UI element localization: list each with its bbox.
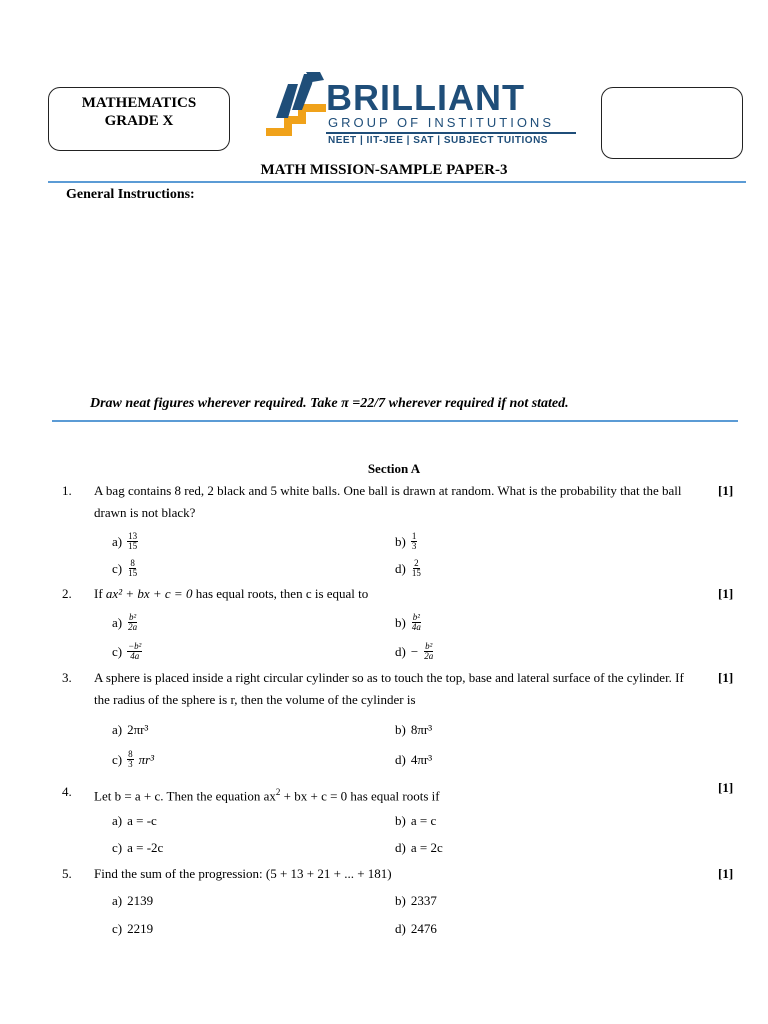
fraction-denominator: 15 <box>411 568 421 578</box>
option-label: a) <box>112 813 123 828</box>
option-a <box>112 813 157 829</box>
option-value: a = -2c <box>127 840 164 855</box>
option-b <box>395 813 436 829</box>
question-text-part: + bx + c = 0 has equal roots if <box>280 788 440 804</box>
fraction-numerator: 8 <box>130 558 135 568</box>
question-marks: [1] <box>718 586 734 601</box>
fraction-numerator: 13 <box>128 531 138 541</box>
option-value: a = 2c <box>410 840 443 855</box>
option-value: 8πr³ <box>410 722 433 737</box>
question-number: 5. <box>62 866 72 881</box>
option-fraction <box>411 613 422 632</box>
question-text-part: Let b = a + c. Then the equation ax <box>94 788 276 804</box>
option-d <box>395 840 443 856</box>
brand-divider <box>326 132 576 134</box>
question-number: 2. <box>62 586 72 601</box>
option-a <box>112 722 148 738</box>
option-b <box>395 893 437 909</box>
option-fraction <box>127 532 138 551</box>
general-instructions-heading: General Instructions: <box>66 187 195 202</box>
question-text: Find the sum of the progression: (5 + 13 + 21 + ... + 181) <box>94 866 392 881</box>
option-c <box>112 559 138 578</box>
option-b <box>395 532 417 551</box>
option-label: c) <box>112 643 123 659</box>
option-a <box>112 893 153 909</box>
option-value: 4πr³ <box>410 752 433 767</box>
fraction-denominator: 3 <box>128 759 133 769</box>
option-d <box>395 752 432 768</box>
exponent: 2 <box>275 787 281 797</box>
brand-tagline: NEET | IIT-JEE | SAT | SUBJECT TUITIONS <box>328 135 548 146</box>
option-label: a) <box>112 614 123 630</box>
question-number: 4. <box>62 784 72 799</box>
question-text: A sphere is placed inside a right circular cylinder so as to touch the top, base and lateral surface of the cylinder. If the radius of the sphere is r, then the volume of the cylinder is <box>94 670 684 707</box>
question-marks: [1] <box>718 780 734 795</box>
subject-box <box>48 87 230 151</box>
option-d <box>395 921 437 937</box>
header-rule <box>48 181 746 183</box>
option-value: 2476 <box>410 921 437 936</box>
section-title: Section A <box>367 461 421 476</box>
option-a <box>112 532 138 551</box>
option-value: 2219 <box>127 921 154 936</box>
option-b <box>395 722 432 738</box>
subject-title: MATHEMATICS <box>81 95 197 111</box>
option-label: d) <box>395 643 406 659</box>
question-number: 1. <box>62 483 72 498</box>
question-text <box>94 781 702 807</box>
option-fraction <box>127 559 138 578</box>
question-text: A bag contains 8 red, 2 black and 5 white balls. One ball is drawn at random. What is the probability that the ball drawn is not black? <box>94 483 682 520</box>
option-label: d) <box>395 840 406 855</box>
option-fraction <box>127 642 142 661</box>
fraction-denominator: 15 <box>128 568 138 578</box>
equation: ax² + bx + c = 0 <box>105 586 193 601</box>
option-label: d) <box>395 560 406 576</box>
brand-name: BRILLIANT <box>326 77 525 118</box>
fraction-denominator: 4a <box>411 622 421 632</box>
option-c <box>112 921 153 937</box>
option-label: a) <box>112 722 123 737</box>
option-fraction <box>423 642 434 661</box>
instruction-note: Draw neat figures wherever required. Take π =22/7 wherever required if not stated. <box>90 396 569 411</box>
option-b <box>395 613 422 632</box>
option-sign: − <box>410 643 419 659</box>
brand-subtitle: GROUP OF INSTITUTIONS <box>328 115 554 130</box>
option-value: 2πr³ <box>127 722 149 737</box>
option-label: c) <box>112 751 123 767</box>
question-marks: [1] <box>718 483 734 498</box>
fraction-numerator: 1 <box>411 531 417 541</box>
option-label: c) <box>112 840 123 855</box>
option-label: d) <box>395 752 406 767</box>
option-fraction <box>127 750 134 769</box>
option-d <box>395 559 422 578</box>
grade-label: GRADE X <box>104 113 174 129</box>
roll-number-box <box>601 87 743 159</box>
option-label: d) <box>395 921 406 936</box>
question-marks: [1] <box>718 670 734 685</box>
fraction-denominator: 2a <box>128 622 138 632</box>
option-label: c) <box>112 921 123 936</box>
paper-title: MATH MISSION-SAMPLE PAPER-3 <box>260 162 508 178</box>
option-label: b) <box>395 722 406 737</box>
option-value: a = -c <box>127 813 157 828</box>
option-c <box>112 642 142 661</box>
option-fraction <box>411 559 422 578</box>
option-value: a = c <box>410 813 437 828</box>
option-label: b) <box>395 893 406 908</box>
note-rule <box>52 420 738 422</box>
option-fraction <box>411 532 418 551</box>
option-c <box>112 840 163 856</box>
fraction-numerator: 2 <box>414 558 419 568</box>
fraction-numerator: b² <box>425 641 433 651</box>
question-number: 3. <box>62 670 72 685</box>
option-label: b) <box>395 533 406 549</box>
fraction-numerator: −b² <box>128 641 142 651</box>
option-label: a) <box>112 893 123 908</box>
brilliant-logo-mark <box>262 70 326 150</box>
option-d <box>395 642 434 661</box>
option-label: a) <box>112 533 123 549</box>
question-text <box>94 583 702 605</box>
option-value: πr³ <box>138 751 155 767</box>
option-value: 2139 <box>127 893 154 908</box>
fraction-denominator: 2a <box>424 651 434 661</box>
brilliant-logo <box>262 70 578 150</box>
question-marks: [1] <box>718 866 734 881</box>
fraction-numerator: 8 <box>128 749 133 759</box>
fraction-denominator: 15 <box>128 541 138 551</box>
question-prefix: If <box>94 586 103 601</box>
option-label: c) <box>112 560 123 576</box>
option-fraction <box>127 613 138 632</box>
option-a <box>112 613 138 632</box>
option-value: 2337 <box>410 893 437 908</box>
option-c <box>112 750 154 769</box>
option-label: b) <box>395 614 406 630</box>
fraction-denominator: 3 <box>411 541 417 551</box>
fraction-numerator: b² <box>129 612 137 622</box>
fraction-denominator: 4a <box>130 651 140 661</box>
fraction-numerator: b² <box>412 612 420 622</box>
question-suffix: has equal roots, then c is equal to <box>195 586 369 601</box>
option-label: b) <box>395 813 406 828</box>
